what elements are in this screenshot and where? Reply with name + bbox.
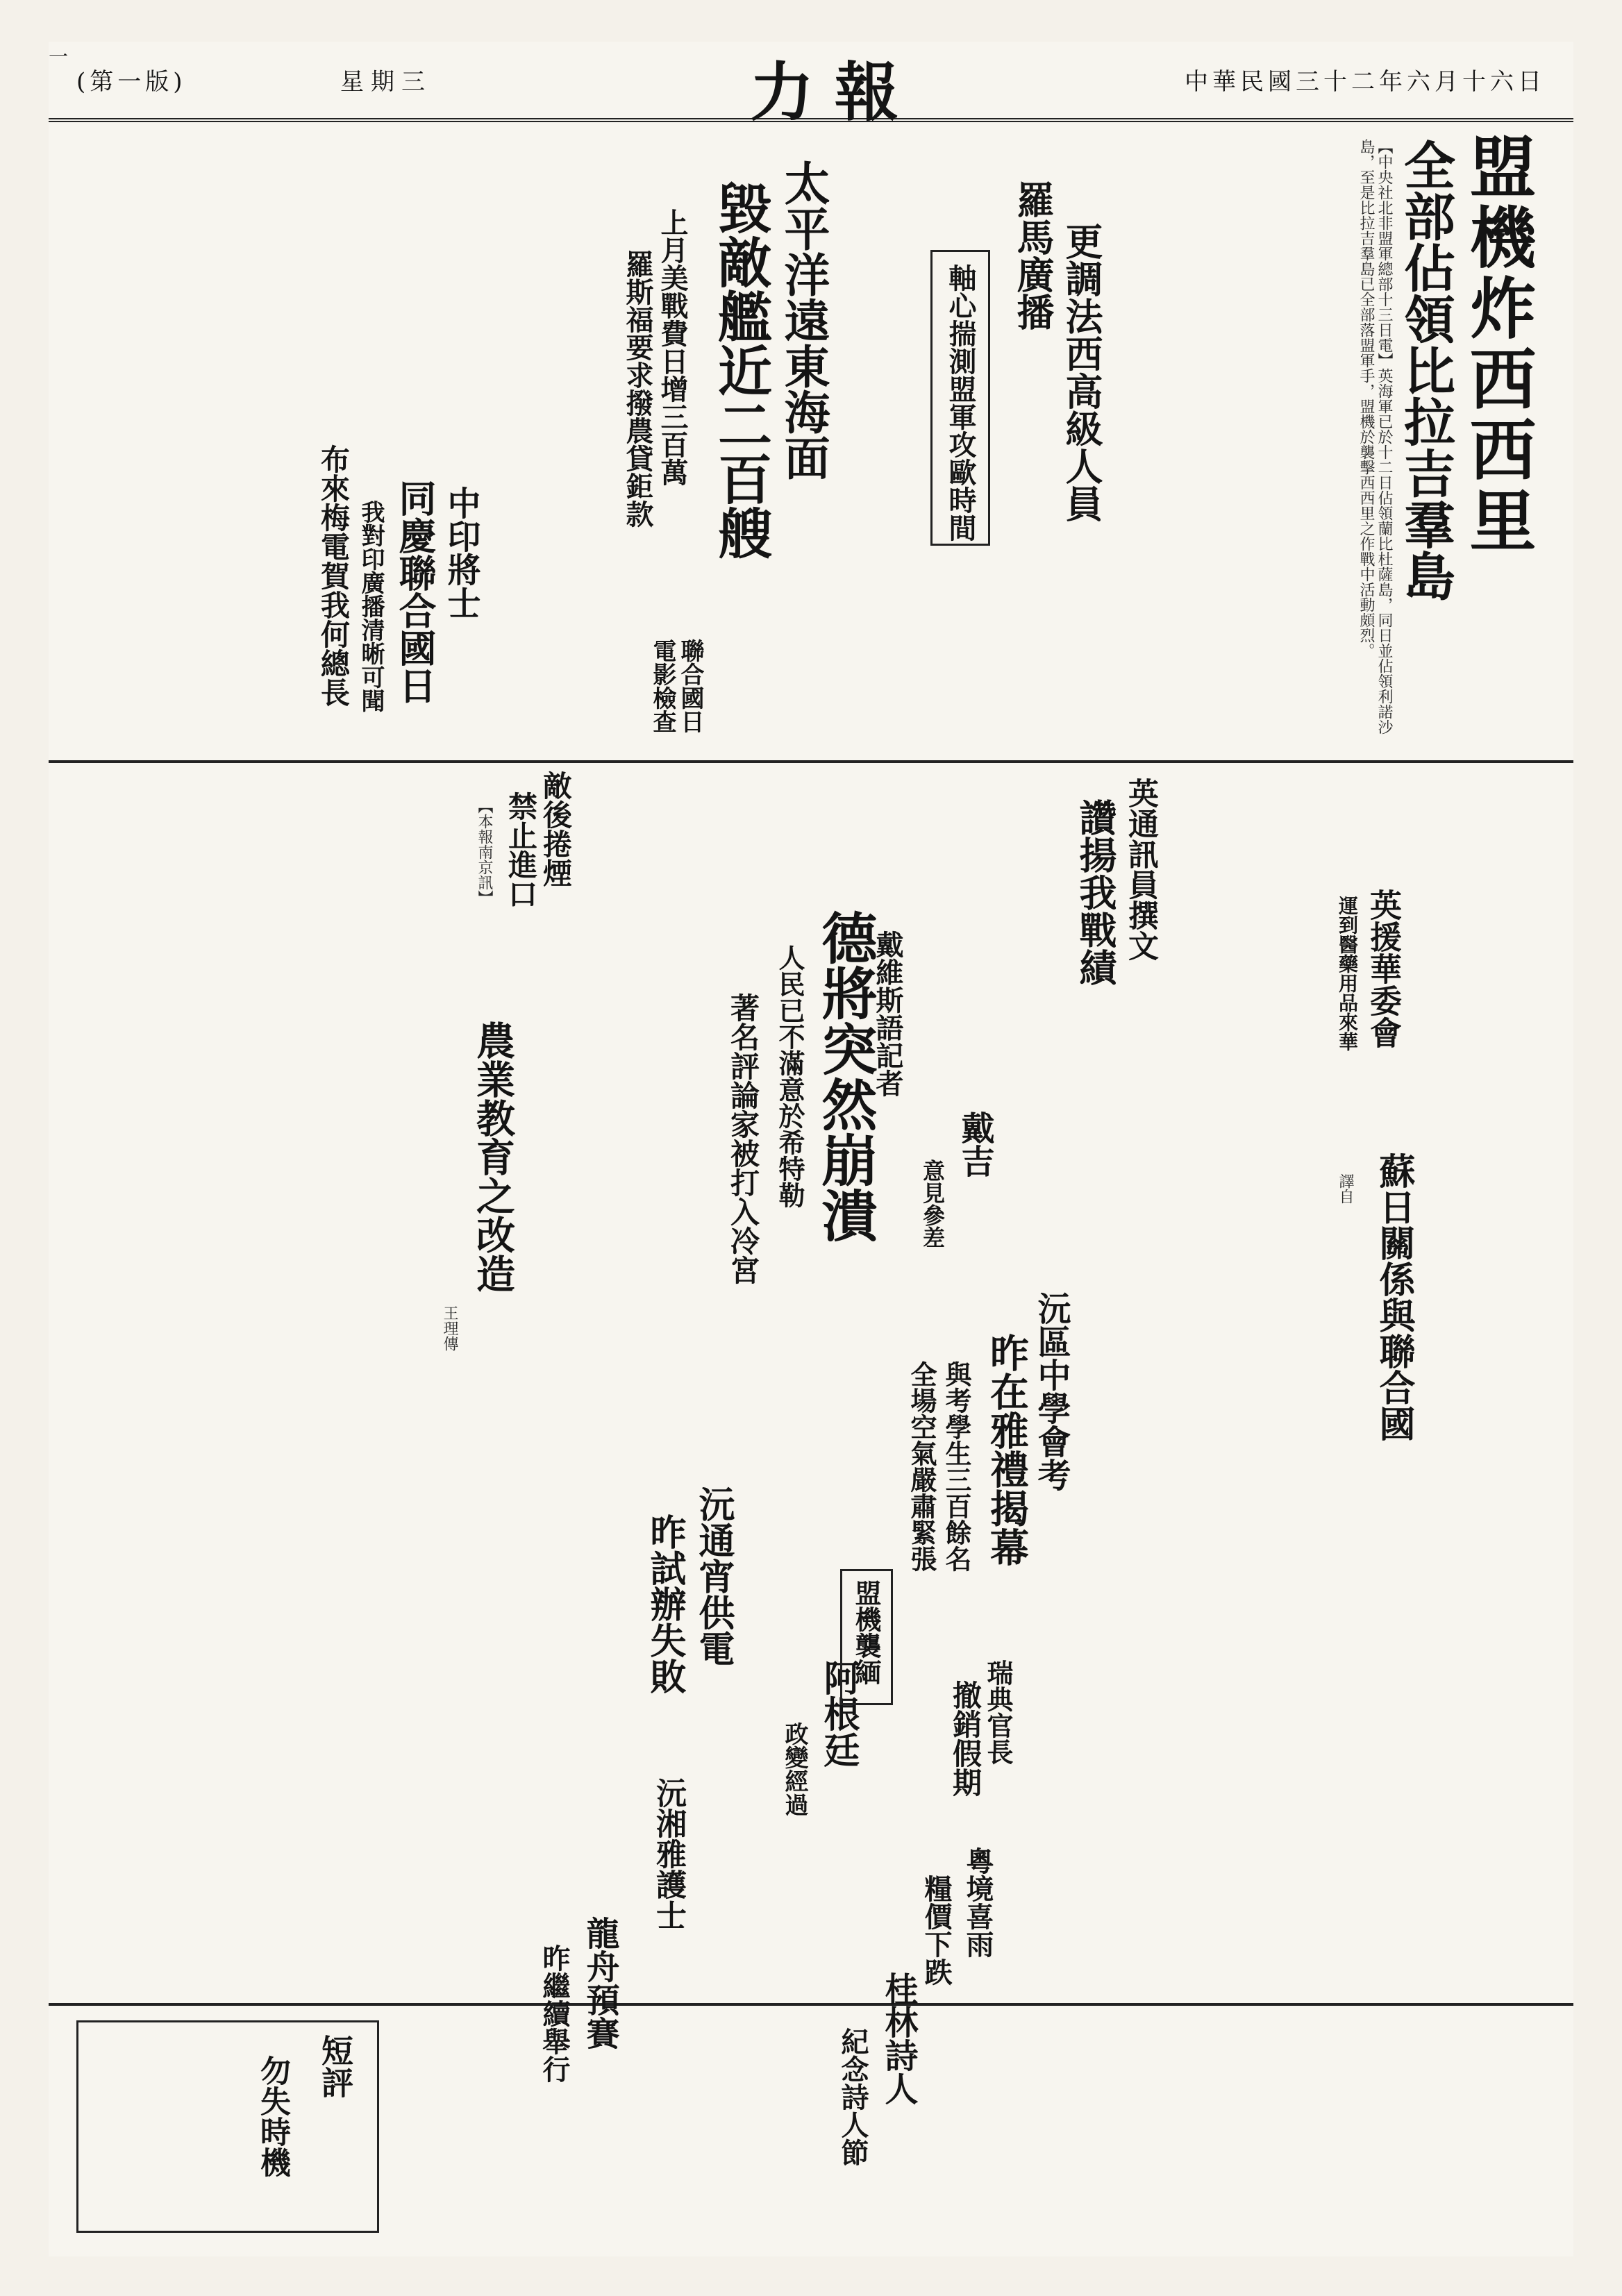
- headline-soviet-japan: 蘇日關係與聯合國: [1373, 1153, 1415, 1441]
- headline-guangdong-1: 粵境喜雨: [962, 1847, 994, 1958]
- headline-sicily: 盟機炸西西里: [1459, 132, 1537, 557]
- headline-relief: 英援華委會: [1365, 889, 1403, 1048]
- article-body-sicily: 【中央社北非盟軍總部十三日電】英海軍已於十二日佔領蘭比杜薩島，同日並佔領利諾沙島，至是比拉吉羣島已全部落盟軍手，盟機於襲擊西西里之作戰中活動頗烈。: [1357, 139, 1393, 735]
- sub-unday-1: 聯合國日: [676, 639, 704, 733]
- section-rule: [49, 2003, 1573, 2006]
- farm-edu-author: 王理傳: [441, 1305, 458, 1351]
- headline-rome: 羅馬廣播: [1011, 181, 1055, 330]
- headline-uk-1: 英通訊員撰文: [1123, 778, 1158, 961]
- headline-dragon-2: 昨繼續舉行: [538, 1944, 571, 2083]
- headline-india-1: 中印將士: [442, 486, 480, 619]
- sub-india-1: 我對印廣播清晰可聞: [357, 500, 385, 712]
- sub-argentina: 政變經過: [780, 1722, 808, 1816]
- headline-nurses: 沅湘雅護士: [651, 1777, 686, 1930]
- subheadline-rome: 更調法西高級人員: [1060, 222, 1104, 522]
- headline-tobacco-2: 禁止進口: [504, 791, 538, 908]
- weekday: 星期三: [340, 68, 432, 96]
- comment-label: 短評: [317, 2034, 354, 2098]
- headline-pacific-2: 毀敵艦近二百艘: [709, 181, 772, 560]
- subheadline-sicily: 全部佔領比拉吉羣島: [1396, 139, 1455, 601]
- headline-power-1: 沅通宵供電: [692, 1486, 735, 1666]
- headline-guilin-2: 紀念詩人節: [837, 2027, 869, 2166]
- headline-germany-1: 德將突然崩潰: [812, 910, 878, 1243]
- corner-mark: 一: [49, 45, 69, 68]
- sub-school-2: 全場空氣嚴肅緊張: [906, 1361, 937, 1572]
- headline-guangdong-2: 糧價下跌: [920, 1875, 953, 1986]
- headline-argentina: 阿根廷: [817, 1659, 860, 1768]
- headline-power-2: 昨試辦失敗: [644, 1514, 686, 1694]
- headline-farm-edu: 農業教育之改造: [470, 1021, 516, 1293]
- sub-germany-1: 人民已不滿意於希特勒: [774, 944, 805, 1208]
- headline-guilin-1: 桂林詩人: [879, 1972, 918, 2105]
- soviet-japan-byline: 譯自: [1337, 1173, 1354, 1204]
- sub-school-1: 與考學生三百餘名: [941, 1361, 972, 1572]
- comment-title: 勿失時機: [255, 2055, 290, 2177]
- sub-pacific-1: 上月美戰費日增三百萬: [656, 208, 689, 486]
- tobacco-byline: 【本報南京訊】: [476, 798, 493, 905]
- sub-unday-2: 電影檢查: [649, 639, 676, 733]
- allied-hit-label: 盟機襲緬: [851, 1579, 882, 1685]
- newspaper-page: [49, 42, 1573, 2256]
- headline-sweden-1: 瑞典官長: [983, 1659, 1014, 1765]
- sub-germany-2: 著名評論家被打入冷宮: [726, 993, 760, 1284]
- headline-daiji: 戴吉: [955, 1111, 994, 1178]
- newspaper-title: 力報: [750, 55, 920, 130]
- section-rule: [49, 760, 1573, 763]
- headline-school-2: 昨在雅禮揭幕: [984, 1333, 1030, 1566]
- issue-date: 中華民國三十二年六月十六日: [1185, 68, 1546, 96]
- headline-germany-2: 戴維斯語記者: [871, 930, 904, 1097]
- masthead: [49, 42, 1573, 130]
- headline-uk-2: 讚揚我戰績: [1073, 798, 1118, 986]
- headline-india-2: 同慶聯合國日: [393, 479, 437, 704]
- headline-tobacco-1: 敵後捲煙: [539, 771, 573, 887]
- sub-india-2: 布來梅電賀我何總長: [317, 444, 351, 707]
- headline-school-1: 沅區中學會考: [1032, 1291, 1071, 1491]
- headline-sweden-2: 撤銷假期: [948, 1680, 983, 1797]
- sub-pacific-2: 羅斯福要求撥農貸鉅款: [621, 250, 654, 528]
- sub-daiji: 意見參差: [919, 1159, 946, 1248]
- headline-dragon-1: 龍舟預賽: [580, 1916, 619, 2050]
- headline-pacific-1: 太平洋遠東海面: [776, 160, 830, 480]
- sub-relief: 運到醫藥用品來華: [1336, 896, 1359, 1051]
- rome-inset: 軸心揣測盟軍攻歐時間: [944, 264, 977, 542]
- page-label: (第一版): [76, 68, 187, 96]
